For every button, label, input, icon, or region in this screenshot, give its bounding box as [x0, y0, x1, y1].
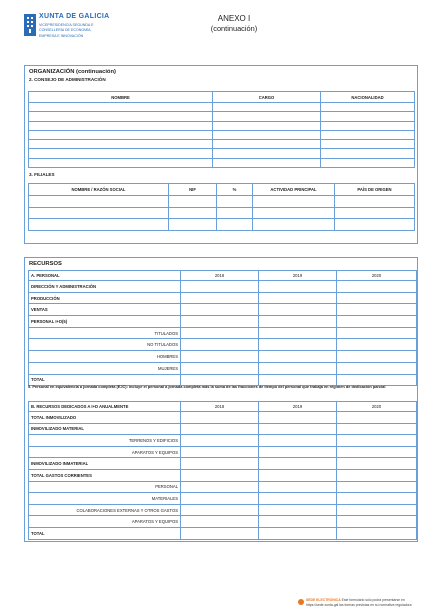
value-cell[interactable] [181, 362, 259, 374]
input-cell[interactable] [169, 219, 217, 231]
footer-brand: SEDE ELECTRÓNICA [306, 598, 341, 602]
row-label: MATERIALES [29, 493, 181, 505]
value-cell[interactable] [337, 516, 417, 528]
input-cell[interactable] [29, 158, 213, 167]
table-row [29, 219, 415, 231]
input-cell[interactable] [335, 207, 415, 219]
table-row [29, 103, 415, 112]
row-label: TERRENOS Y EDIFICIOS [29, 435, 181, 447]
table-row [29, 423, 417, 435]
table-row [29, 112, 415, 121]
input-cell[interactable] [253, 207, 335, 219]
annex-title: ANEXO I [217, 14, 251, 23]
table-row [29, 207, 415, 219]
input-cell[interactable] [213, 103, 321, 112]
logo-sub-line: VICEPRESIDENCIA SEGUNDA E [39, 23, 94, 27]
value-cell[interactable] [259, 304, 337, 316]
value-cell[interactable] [181, 281, 259, 293]
column-header: CARGO [213, 92, 321, 103]
recursos-id-table [28, 401, 417, 540]
logo-sub-line: CONSELLERÍA DE ECONOMÍA, [39, 28, 92, 33]
filiales-table [28, 183, 415, 231]
row-label: PERSONAL I+D(5) [29, 316, 181, 328]
input-cell[interactable] [335, 219, 415, 231]
table-row [29, 304, 417, 316]
table-row [29, 446, 417, 458]
value-cell[interactable] [337, 362, 417, 374]
input-cell[interactable] [321, 103, 415, 112]
table-row [29, 339, 417, 351]
table-header-row [29, 184, 415, 196]
input-cell[interactable] [321, 140, 415, 149]
section-title: RECURSOS [29, 261, 62, 267]
row-label: TOTAL GASTOS CORRIENTES [29, 469, 181, 481]
value-cell[interactable] [337, 469, 417, 481]
row-label: APARATOS Y EQUIPOS [29, 516, 181, 528]
value-cell[interactable] [181, 316, 259, 328]
input-cell[interactable] [321, 112, 415, 121]
input-cell[interactable] [29, 103, 213, 112]
table-row [29, 362, 417, 374]
input-cell[interactable] [169, 207, 217, 219]
value-cell[interactable] [259, 481, 337, 493]
table-row [29, 527, 417, 539]
logo-sub-line: EMPRESA E INNOVACIÓN [39, 33, 84, 38]
input-cell[interactable] [213, 112, 321, 121]
table-row [29, 351, 417, 363]
table-row [29, 158, 415, 167]
column-header: NIF [169, 184, 217, 196]
consejo-title: 2. CONSEJO DE ADMINISTRACIÓN [29, 77, 106, 82]
input-cell[interactable] [253, 219, 335, 231]
row-label: TOTAL [29, 527, 181, 539]
value-cell[interactable] [181, 493, 259, 505]
value-cell[interactable] [259, 527, 337, 539]
value-cell[interactable] [259, 339, 337, 351]
column-header: % [217, 184, 253, 196]
table-row [29, 458, 417, 470]
value-cell[interactable] [259, 362, 337, 374]
value-cell[interactable] [259, 281, 337, 293]
input-cell[interactable] [321, 130, 415, 139]
table-row [29, 140, 415, 149]
row-label: VENTAS [29, 304, 181, 316]
value-cell[interactable] [181, 527, 259, 539]
input-cell[interactable] [335, 196, 415, 208]
recursos-section [24, 257, 418, 542]
input-cell[interactable] [29, 196, 169, 208]
input-cell[interactable] [321, 121, 415, 130]
row-label: INMOVILIZADO MATERIAL [29, 423, 181, 435]
input-cell[interactable] [213, 130, 321, 139]
table-header-row [29, 271, 417, 281]
year-header: 2019 [259, 402, 337, 412]
value-cell[interactable] [181, 351, 259, 363]
input-cell[interactable] [29, 130, 213, 139]
column-header: PAÍS DE ORIGEN [335, 184, 415, 196]
row-label: PRODUCCIÓN [29, 292, 181, 304]
input-cell[interactable] [213, 121, 321, 130]
table-row [29, 292, 417, 304]
input-cell[interactable] [321, 149, 415, 158]
input-cell[interactable] [213, 149, 321, 158]
table-row [29, 412, 417, 424]
row-label: HOMBRES [29, 351, 181, 363]
input-cell[interactable] [169, 196, 217, 208]
year-header: 2019 [259, 271, 337, 281]
recursos-id-header: B. RECURSOS DEDICADOS A I+D ANUALMENTE [29, 402, 181, 412]
page-header [24, 12, 420, 56]
value-cell[interactable] [337, 304, 417, 316]
row-label: APARATOS Y EQUIPOS [29, 446, 181, 458]
input-cell[interactable] [29, 149, 213, 158]
value-cell[interactable] [181, 469, 259, 481]
value-cell[interactable] [337, 435, 417, 447]
input-cell[interactable] [253, 196, 335, 208]
value-cell[interactable] [181, 412, 259, 424]
footer-line [306, 598, 405, 602]
value-cell[interactable] [181, 292, 259, 304]
input-cell[interactable] [217, 207, 253, 219]
value-cell[interactable] [337, 292, 417, 304]
table-row [29, 469, 417, 481]
year-header: 2020 [337, 402, 417, 412]
personal-table [28, 270, 417, 386]
input-cell[interactable] [29, 121, 213, 130]
page-footer [298, 598, 420, 612]
row-label: MUJERES [29, 362, 181, 374]
value-cell[interactable] [259, 292, 337, 304]
value-cell[interactable] [337, 493, 417, 505]
filiales-title: 3. FILIALES [29, 172, 55, 177]
year-header: 2018 [181, 402, 259, 412]
value-cell[interactable] [181, 458, 259, 470]
annex-heading [174, 14, 294, 33]
value-cell[interactable] [337, 281, 417, 293]
year-header: 2018 [181, 271, 259, 281]
value-cell[interactable] [181, 304, 259, 316]
value-cell[interactable] [181, 423, 259, 435]
value-cell[interactable] [259, 516, 337, 528]
xunta-shield-icon [24, 14, 36, 36]
footer-text: Este formulario sólo podrá presentarse en [340, 598, 405, 602]
value-cell[interactable] [181, 504, 259, 516]
table-header-row [29, 402, 417, 412]
personal-header: A. PERSONAL [29, 271, 181, 281]
value-cell[interactable] [181, 327, 259, 339]
value-cell[interactable] [259, 469, 337, 481]
footnote-ejc: 5. Personal en equivalencia a jornada completa (EJC): incluye el personal a jornada completa más la suma de las fracciones de tiempo del personal que trabaja en régimen de dedicación parcial [28, 384, 386, 389]
input-cell[interactable] [29, 112, 213, 121]
value-cell[interactable] [337, 481, 417, 493]
value-cell[interactable] [181, 435, 259, 447]
row-label: DIRECCIÓN Y ADMINISTRACIÓN [29, 281, 181, 293]
table-row [29, 121, 415, 130]
sede-electronica-icon [298, 599, 304, 605]
value-cell[interactable] [259, 423, 337, 435]
column-header: NACIONALIDAD [321, 92, 415, 103]
value-cell[interactable] [337, 527, 417, 539]
footer-url: https://sede.xunta.gal las formas previstas en su normativa reguladora [306, 603, 412, 607]
table-row [29, 504, 417, 516]
row-label: TOTAL INMOVILIZADO [29, 412, 181, 424]
table-row [29, 435, 417, 447]
table-row [29, 516, 417, 528]
input-cell[interactable] [213, 140, 321, 149]
value-cell[interactable] [337, 316, 417, 328]
value-cell[interactable] [259, 435, 337, 447]
consejo-table [28, 91, 415, 168]
value-cell[interactable] [259, 412, 337, 424]
value-cell[interactable] [259, 316, 337, 328]
column-header: NOMBRE / RAZÓN SOCIAL [29, 184, 169, 196]
value-cell[interactable] [259, 458, 337, 470]
value-cell[interactable] [259, 446, 337, 458]
input-cell[interactable] [29, 207, 169, 219]
value-cell[interactable] [181, 446, 259, 458]
table-row [29, 493, 417, 505]
value-cell[interactable] [259, 504, 337, 516]
year-header: 2020 [337, 271, 417, 281]
table-row [29, 316, 417, 328]
value-cell[interactable] [337, 412, 417, 424]
input-cell[interactable] [29, 219, 169, 231]
annex-subtitle: (continuación) [210, 24, 258, 33]
value-cell[interactable] [337, 327, 417, 339]
value-cell[interactable] [337, 446, 417, 458]
table-header-row [29, 92, 415, 103]
input-cell[interactable] [217, 219, 253, 231]
value-cell[interactable] [337, 339, 417, 351]
row-label: COLABORACIONES EXTERNAS Y OTROS GASTOS [29, 504, 181, 516]
table-row [29, 327, 417, 339]
value-cell[interactable] [259, 327, 337, 339]
logo-subtitle [39, 23, 94, 39]
input-cell[interactable] [213, 158, 321, 167]
column-header: ACTIVIDAD PRINCIPAL [253, 184, 335, 196]
logo-title: XUNTA DE GALICIA [39, 13, 110, 20]
input-cell[interactable] [29, 140, 213, 149]
value-cell[interactable] [181, 339, 259, 351]
table-row [29, 149, 415, 158]
input-cell[interactable] [321, 158, 415, 167]
table-row [29, 196, 415, 208]
table-row [29, 481, 417, 493]
row-label: TOTAL [29, 374, 181, 386]
column-header: NOMBRE [29, 92, 213, 103]
value-cell[interactable] [337, 351, 417, 363]
value-cell[interactable] [337, 458, 417, 470]
row-label: PERSONAL [29, 481, 181, 493]
value-cell[interactable] [337, 504, 417, 516]
value-cell[interactable] [337, 423, 417, 435]
organizacion-section [24, 65, 418, 244]
input-cell[interactable] [217, 196, 253, 208]
value-cell[interactable] [259, 493, 337, 505]
section-title: ORGANIZACIÓN (continuación) [29, 69, 116, 75]
value-cell[interactable] [181, 481, 259, 493]
row-label: TITULADOS [29, 327, 181, 339]
row-label: INMOVILIZADO INMATERIAL [29, 458, 181, 470]
table-row [29, 130, 415, 139]
value-cell[interactable] [259, 351, 337, 363]
table-row [29, 281, 417, 293]
row-label: NO TITULADOS [29, 339, 181, 351]
value-cell[interactable] [181, 516, 259, 528]
